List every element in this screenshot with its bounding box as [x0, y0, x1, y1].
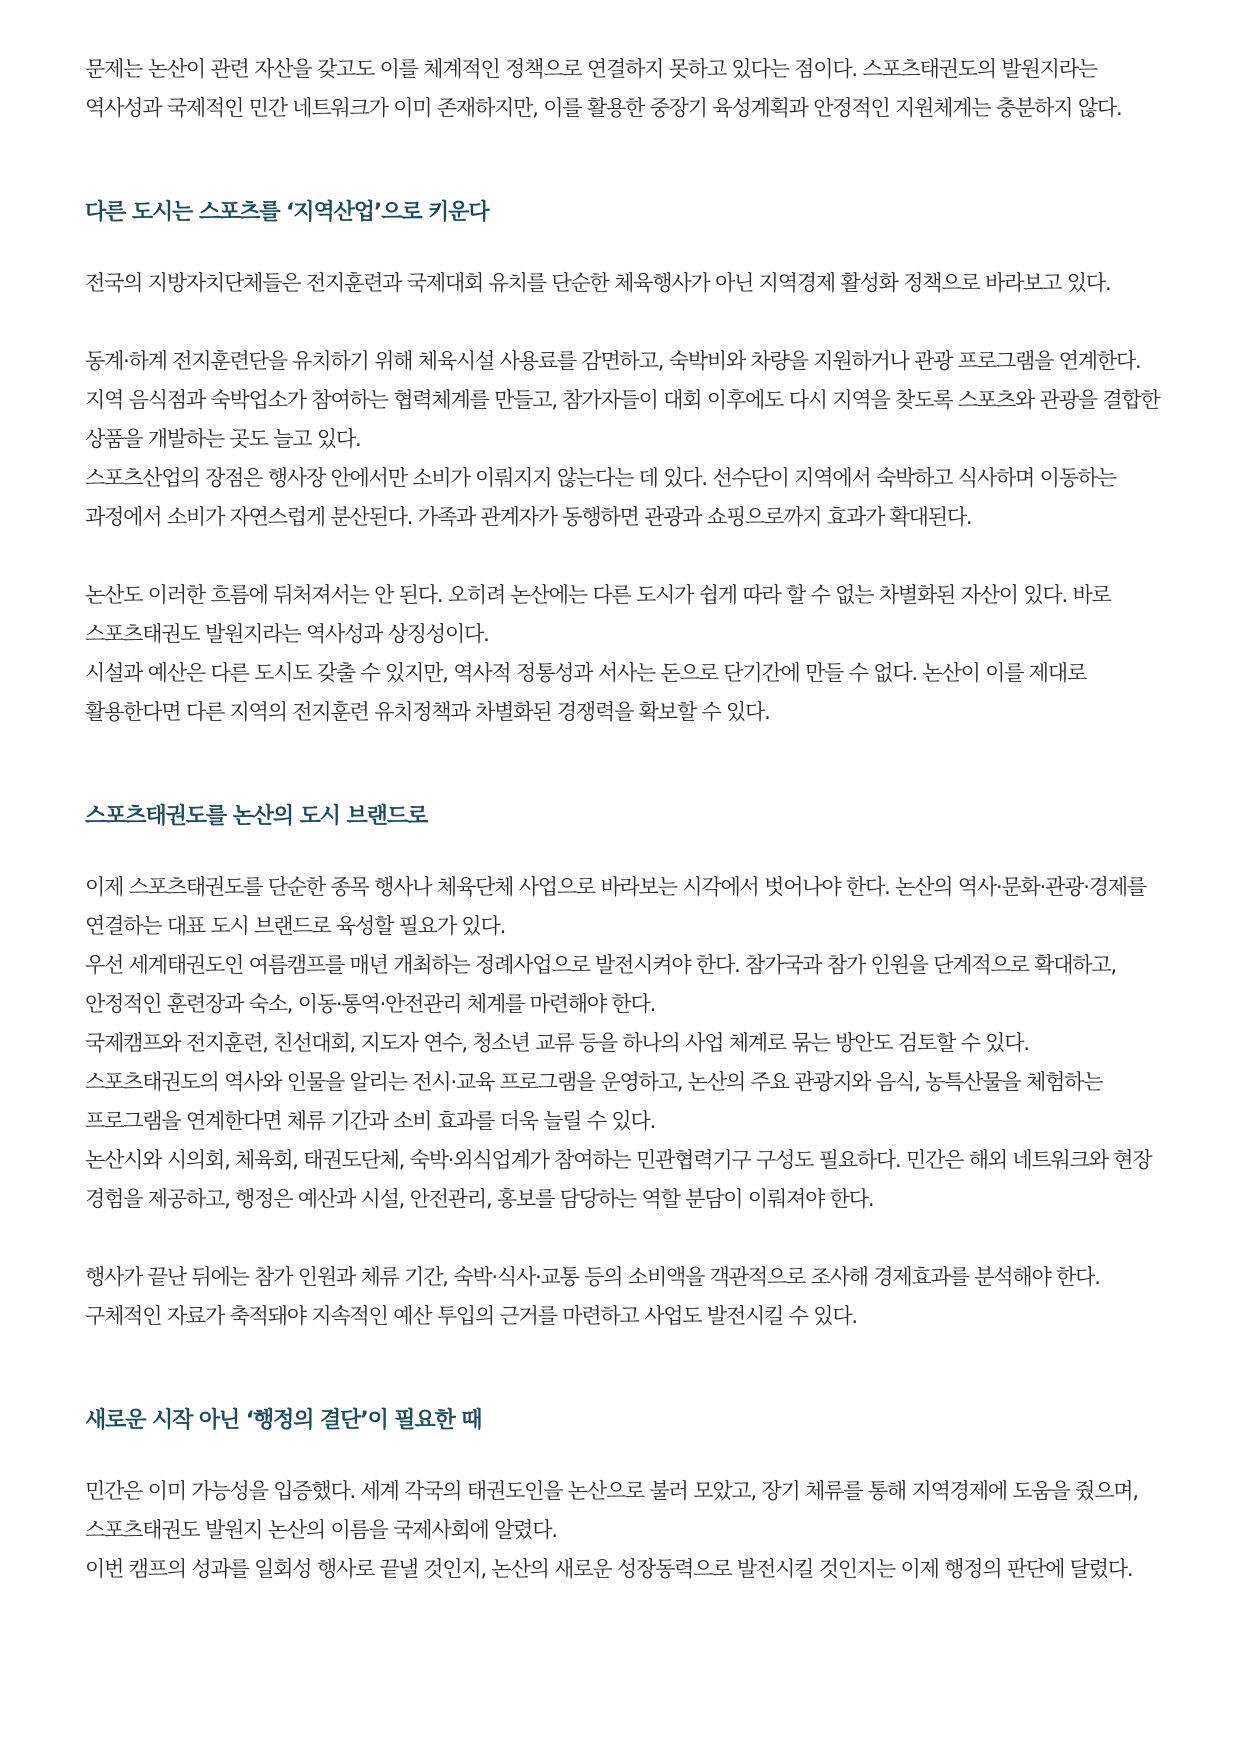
section2-paragraph-4: 논산시와 시의회, 체육회, 태권도단체, 숙박·외식업계가 참여하는 민관협력기구 구성도 필요하다. 민간은 해외 네트워크와 현장 경험을 제공하고, 행정은 예산과 시설, 안전관리, 홍보를 담당하는 역할 분담이 이뤄져야 한다. [85, 1148, 1152, 1211]
section2-paragraph-2: 우선 세계태권도인 여름캠프를 매년 개최하는 정례사업으로 발전시켜야 한다. 참가국과 참가 인원을 단계적으로 확대하고, 안정적인 훈련장과 숙소, 이동·통역·안전관리 체계를 마련해야 한다. [85, 953, 1116, 1016]
section1-paragraph-2: 동계·하계 전지훈련단을 유치하기 위해 체육시설 사용료를 감면하고, 숙박비와 차량을 지원하거나 관광 프로그램을 연계한다. 지역 음식점과 숙박업소가 참여하는 협력체계를 만들고, 참가자들이 대회 이후에도 다시 지역을 찾도록 스포츠와 관광을 결합한 상품을 개발하는 곳도 늘고 있다. [85, 349, 1160, 451]
section1-paragraph-4: 논산도 이러한 흐름에 뒤처져서는 안 된다. 오히려 논산에는 다른 도시가 쉽게 따라 할 수 없는 차별화된 자산이 있다. 바로 스포츠태권도 발원지라는 역사성과 상징성이다. [85, 583, 1111, 646]
section2-paragraph-5: 행사가 끝난 뒤에는 참가 인원과 체류 기간, 숙박·식사·교통 등의 소비액을 객관적으로 조사해 경제효과를 분석해야 한다. 구체적인 자료가 축적돼야 지속적인 예산 투입의 근거를 마련하고 사업도 발전시킬 수 있다. [85, 1265, 1100, 1328]
section2-paragraph-3: 국제캠프와 전지훈련, 친선대회, 지도자 연수, 청소년 교류 등을 하나의 사업 체계로 묶는 방안도 검토할 수 있다. 스포츠태권도의 역사와 인물을 알리는 전시·교육 프로그램을 운영하고, 논산의 주요 관광지와 음식, 농특산물을 체험하는 프로그램을 연계한다면 체류 기간과 소비 효과를 더욱 늘릴 수 있다. [85, 1031, 1103, 1133]
section1-paragraph-3: 스포츠산업의 장점은 행사장 안에서만 소비가 이뤄지지 않는다는 데 있다. 선수단이 지역에서 숙박하고 식사하며 이동하는 과정에서 소비가 자연스럽게 분산된다. 가족과 관계자가 동행하면 관광과 쇼핑으로까지 효과가 확대된다. [85, 466, 1116, 529]
section1-paragraph-1: 전국의 지방자치단체들은 전지훈련과 국제대회 유치를 단순한 체육행사가 아닌 지역경제 활성화 정책으로 바라보고 있다. [85, 271, 1111, 295]
section-heading-administrative-decision: 새로운 시작 아닌 ‘행정의 결단’이 필요한 때 [85, 1408, 482, 1433]
section-heading-city-brand: 스포츠태권도를 논산의 도시 브랜드로 [85, 804, 428, 829]
section3-paragraph-2: 이번 캠프의 성과를 일회성 행사로 끝낼 것인지, 논산의 새로운 성장동력으로 발전시킬 것인지는 이제 행정의 판단에 달렸다. [85, 1557, 1133, 1581]
intro-paragraph: 문제는 논산이 관련 자산을 갖고도 이를 체계적인 정책으로 연결하지 못하고 있다는 점이다. 스포츠태권도의 발원지라는 역사성과 국제적인 민간 네트워크가 이미 존재하지만, 이를 활용한 중장기 육성계획과 안정적인 지원체계는 충분하지 않다. [85, 57, 1122, 120]
section1-paragraph-5: 시설과 예산은 다른 도시도 갖출 수 있지만, 역사적 정통성과 서사는 돈으로 단기간에 만들 수 없다. 논산이 이를 제대로 활용한다면 다른 지역의 전지훈련 유치정책과 차별화된 경쟁력을 확보할 수 있다. [85, 661, 1087, 724]
section-heading-regional-industry: 다른 도시는 스포츠를 ‘지역산업’으로 키운다 [85, 200, 489, 225]
section2-paragraph-1: 이제 스포츠태권도를 단순한 종목 행사나 체육단체 사업으로 바라보는 시각에서 벗어나야 한다. 논산의 역사·문화·관광·경제를 연결하는 대표 도시 브랜드로 육성할 필요가 있다. [85, 875, 1146, 938]
section3-paragraph-1: 민간은 이미 가능성을 입증했다. 세계 각국의 태권도인을 논산으로 불러 모았고, 장기 체류를 통해 지역경제에 도움을 줬으며, 스포츠태권도 발원지 논산의 이름을 국제사회에 알렸다. [85, 1479, 1138, 1542]
